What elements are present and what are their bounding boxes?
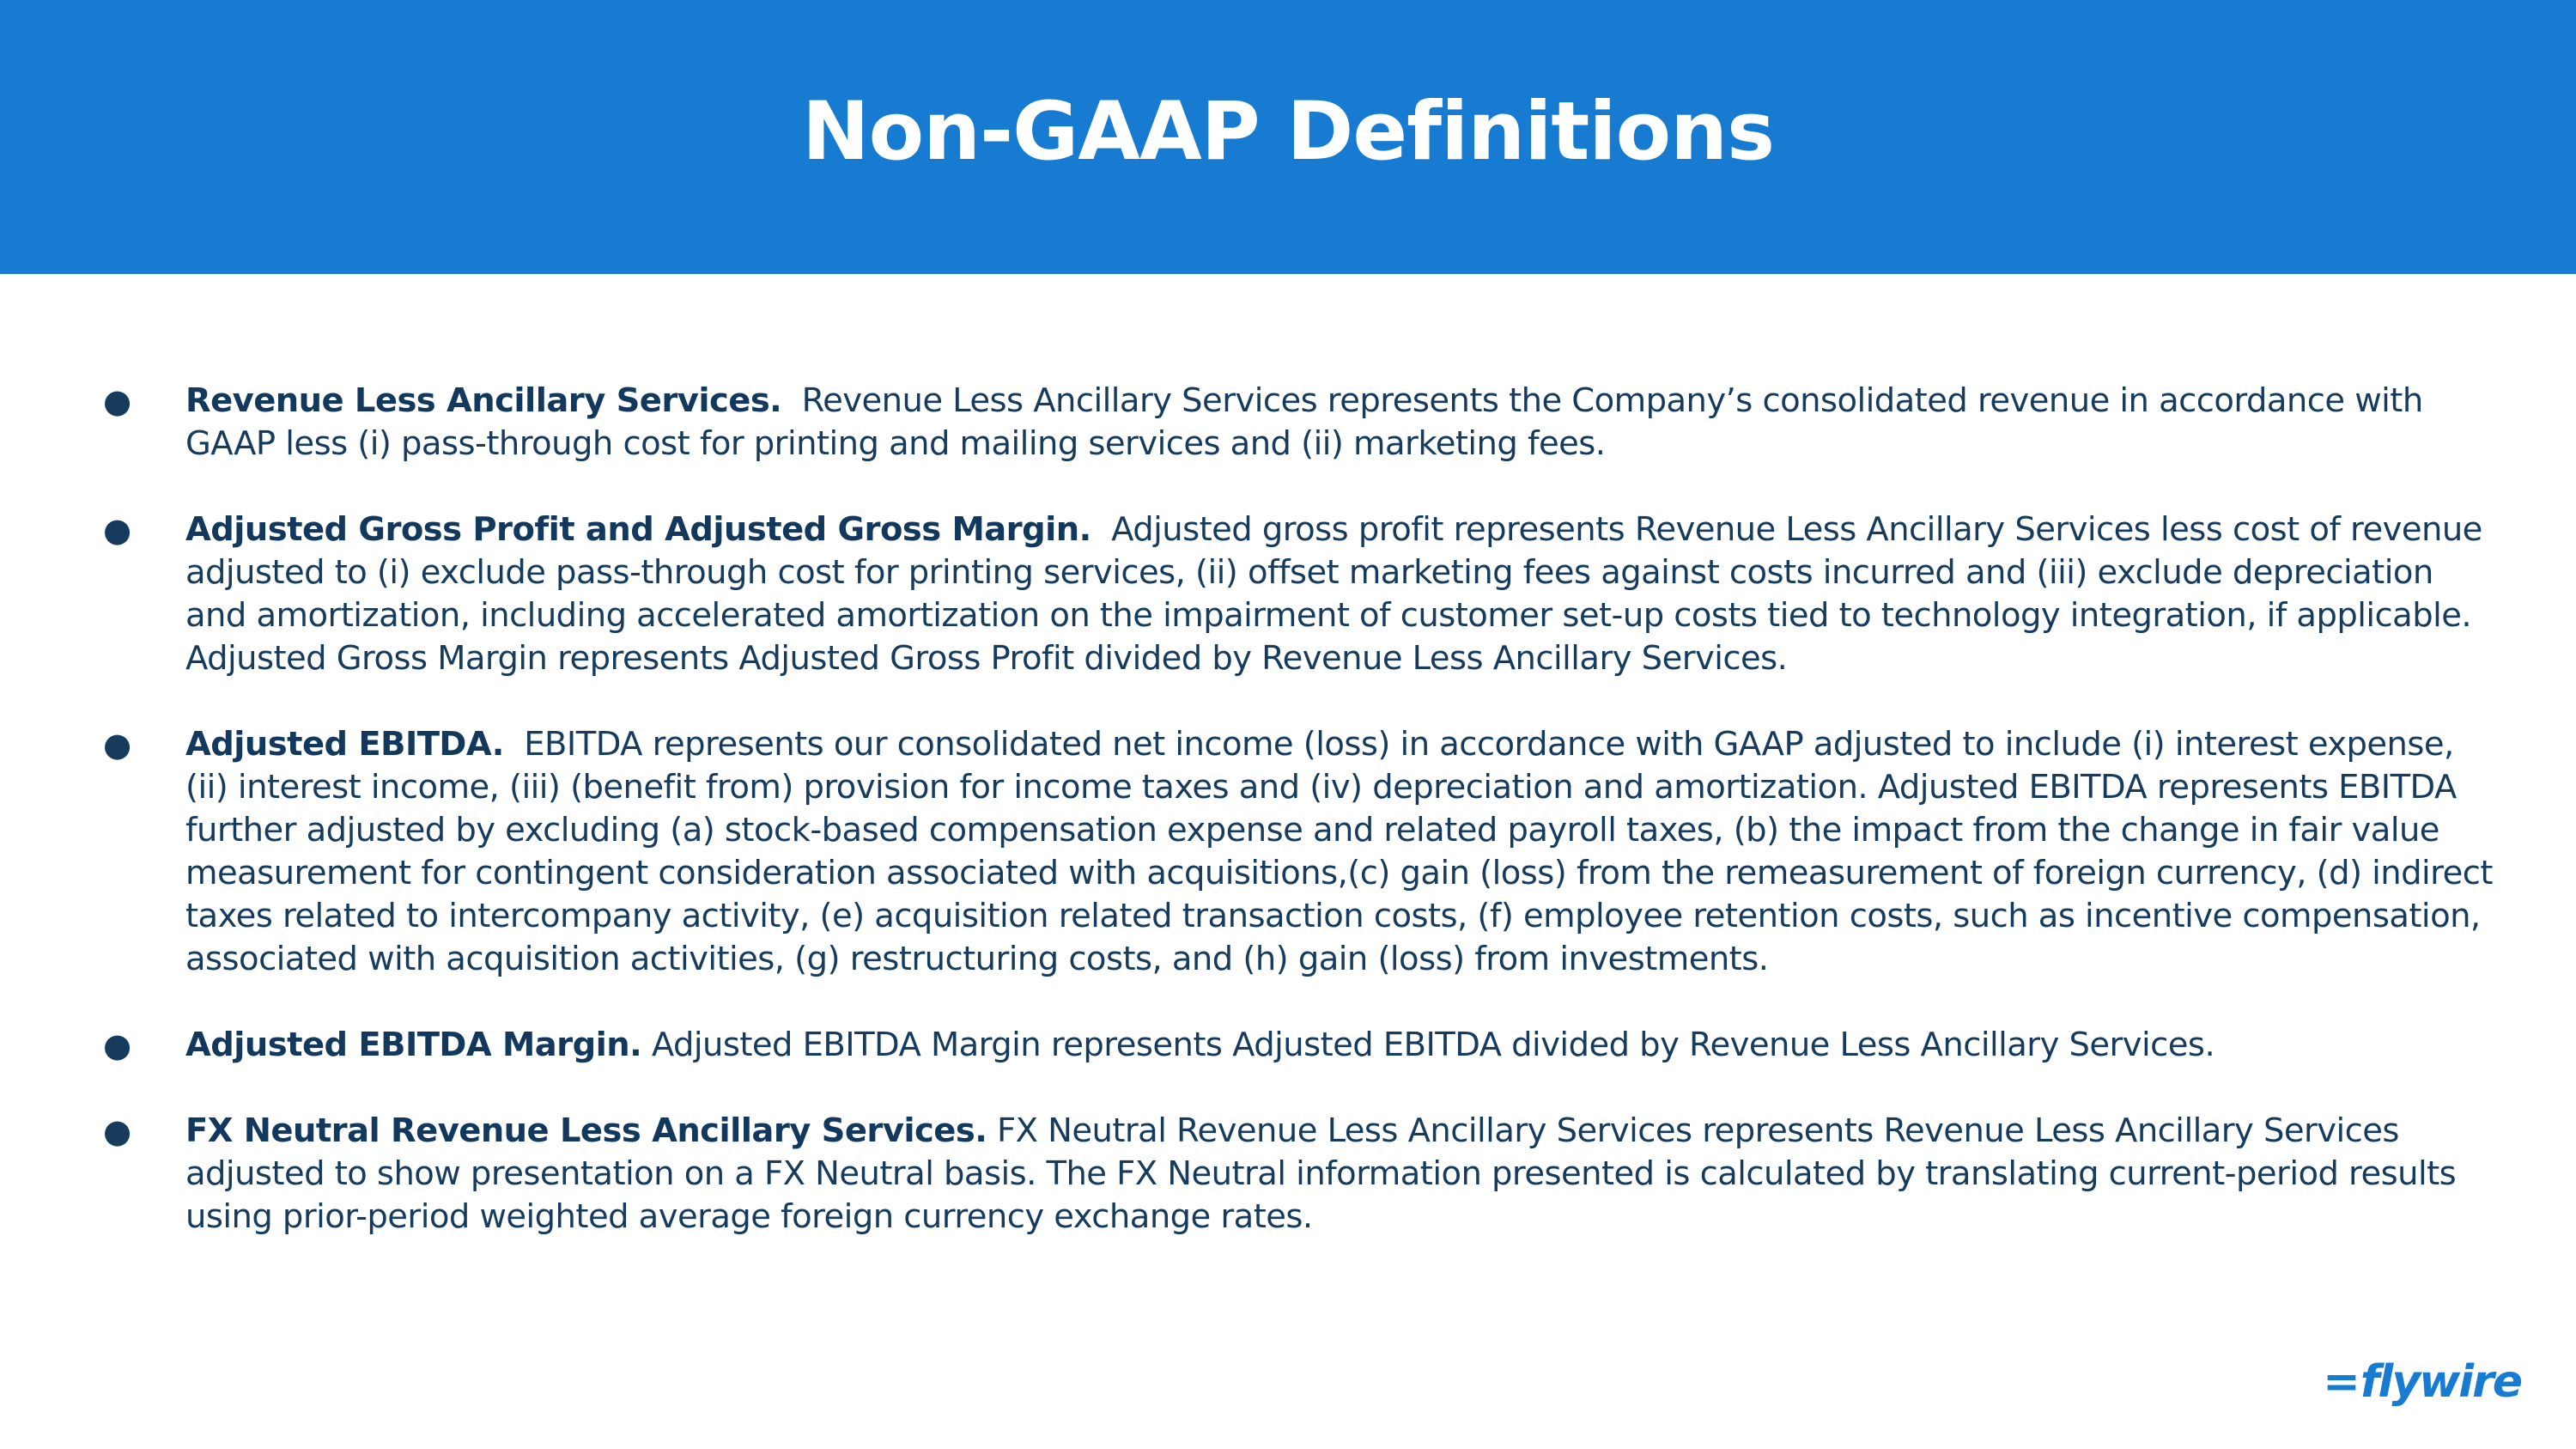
- flywire-logo: [2323, 1356, 2521, 1408]
- definition-text: FX Neutral Revenue Less Ancillary Services represents Revenue Less Ancillary Services adjusted to show presentation on a FX Neutral basis. The FX Neutral information presented is calculated by translating current-period results using prior-period weighted average foreign currency exchange rates.: [185, 1111, 2457, 1236]
- definition-term: Adjusted EBITDA Margin.: [185, 1026, 642, 1064]
- definition-text: Adjusted EBITDA Margin represents Adjusted EBITDA divided by Revenue Less Ancillary Services.: [651, 1026, 2215, 1064]
- definition-item: [103, 380, 2499, 466]
- definition-text: Adjusted gross profit represents Revenue Less Ancillary Services less cost of revenue adjusted to (i) exclude pass-through cost for printing services, (ii) offset marketing fees against costs incurred and (iii) exclude depreciation and amortization, including accelerated amortization on the impairment of customer set-up costs tied to technology integration, if applicable. Adjusted Gross Margin represents Adjusted Gross Profit divided by Revenue Less Ancillary Services.: [185, 510, 2482, 678]
- definition-text: EBITDA represents our consolidated net income (loss) in accordance with GAAP adjusted to include (i) interest expense, (ii) interest income, (iii) (benefit from) provision for income taxes and (iv) depreciation and amortization. Adjusted EBITDA represents EBITDA further adjusted by excluding (a) stock-based compensation expense and related payroll taxes, (b) the impact from the change in fair value measurement for contingent consideration associated with acquisitions,(c) gain (loss) from the remeasurement of foreign currency, (d) indirect taxes related to intercompany activity, (e) acquisition related transaction costs, (f) employee retention costs, such as incentive compensation, associated with acquisition activities, (g) restructuring costs, and (h) gain (loss) from investments.: [185, 725, 2493, 978]
- bullet-icon: ●: [103, 511, 131, 549]
- bullet-icon: ●: [103, 1112, 131, 1150]
- page-title: Non-GAAP Definitions: [801, 84, 1775, 179]
- definition-term: FX Neutral Revenue Less Ancillary Services.: [185, 1111, 987, 1150]
- definition-term: Adjusted EBITDA.: [185, 725, 504, 764]
- definitions-list: [103, 380, 2499, 1282]
- bullet-icon: ●: [103, 726, 131, 764]
- definition-term: Adjusted Gross Profit and Adjusted Gross Margin.: [185, 510, 1091, 549]
- logo-text: flywire: [2360, 1356, 2521, 1408]
- bullet-icon: ●: [103, 1026, 131, 1064]
- definition-item: [103, 1024, 2499, 1067]
- definition-text: Revenue Less Ancillary Services represents the Company’s consolidated revenue in accordance with GAAP less (i) pass-through cost for printing and mailing services and (ii) marketing fees.: [185, 381, 2423, 463]
- flywire-mark-icon: =: [2323, 1356, 2359, 1408]
- bullet-icon: ●: [103, 382, 131, 420]
- definition-item: [103, 508, 2499, 680]
- definition-item: [103, 1110, 2499, 1239]
- title-banner: [0, 0, 2576, 274]
- definition-term: Revenue Less Ancillary Services.: [185, 381, 782, 420]
- definition-item: [103, 723, 2499, 981]
